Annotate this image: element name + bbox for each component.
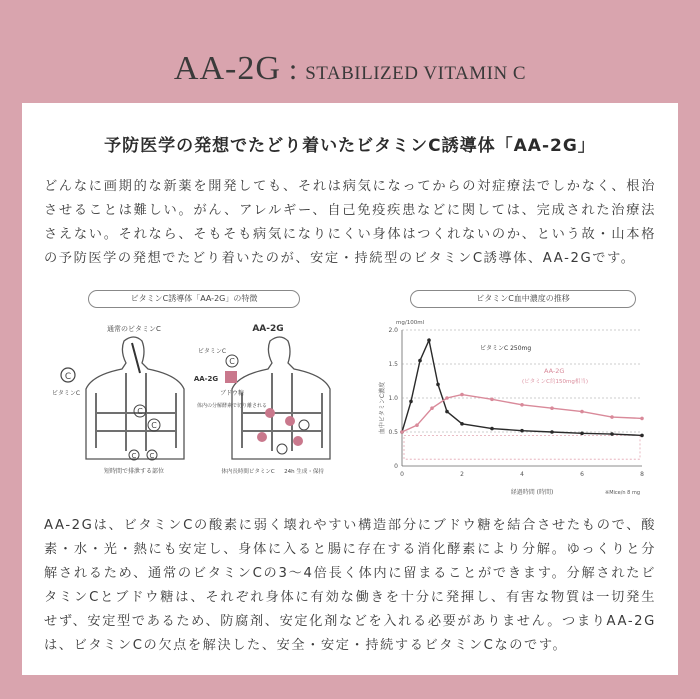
- right-side-label: ビタミンC: [197, 348, 227, 355]
- data-point: [610, 432, 614, 436]
- data-point: [580, 410, 584, 414]
- title-separator: :: [288, 53, 298, 86]
- data-point: [460, 393, 464, 397]
- right-glucose-label: ブドウ糖: [219, 390, 245, 397]
- y-tick-label: 2.0: [388, 327, 398, 334]
- data-point: [418, 359, 422, 363]
- card-heading: 予防医学の発想でたどり着いたビタミンC誘導体「AA-2G」: [104, 136, 596, 156]
- y-axis-label: 血中ビタミンC濃度: [379, 381, 386, 435]
- y-unit-label: mg/100ml: [396, 320, 425, 326]
- hatched-band: [404, 435, 640, 459]
- c-symbol: C: [137, 407, 143, 416]
- data-point: [436, 383, 440, 387]
- x-tick-label: 6: [580, 471, 584, 478]
- blood-concentration-chart: [362, 308, 662, 498]
- x-axis-label: 経過時間 (時間): [510, 489, 554, 496]
- diagram-right-title: AA-2G: [252, 324, 284, 334]
- annotation-aa2g-sub: (ビタミンC約150mg相当): [522, 379, 588, 385]
- intro-paragraph: どんなに画期的な新薬を開発しても、それは病気になってからの対症療法でしかなく、根治させることは難しい。がん、アレルギー、自己免疫疾患などに関しては、完成された治療法さえない。それなら、そもそも病気になりにくい身体はつくれないのか、という故・山本格の予防医学の発想でたどり着いたのが、安定・持続型のビタミンC誘導体、AA-2Gです。: [44, 179, 656, 266]
- series-line-aa-2g: [402, 395, 642, 432]
- data-point: [460, 422, 464, 426]
- data-point: [415, 423, 419, 427]
- left-bottom-label: 短時間で排泄する部位: [103, 468, 165, 475]
- chart-pill-label: ビタミンC血中濃度の推移: [410, 290, 636, 308]
- x-tick-label: 0: [400, 471, 404, 478]
- page-title: [0, 50, 700, 88]
- y-tick-label: 0: [394, 463, 398, 470]
- left-torso-figure: [86, 337, 184, 459]
- y-tick-label: 0.5: [388, 429, 398, 436]
- annotation-aa2g-name: AA-2G: [544, 367, 565, 375]
- diagram-pill-label: ビタミンC誘導体「AA-2G」の特徴: [88, 290, 300, 308]
- data-point: [409, 400, 413, 404]
- x-tick-label: 2: [460, 471, 464, 478]
- right-torso-figure: [232, 337, 330, 459]
- data-point: [520, 429, 524, 433]
- chart-note: ※Mice/n 8 mg: [605, 490, 640, 496]
- data-point: [400, 430, 404, 434]
- left-side-label: ビタミンC: [51, 390, 81, 397]
- series-line-vitamin-c: [402, 340, 642, 435]
- title-main: AA-2G: [173, 50, 281, 87]
- x-tick-label: 4: [520, 471, 524, 478]
- detail-paragraph: AA-2Gは、ビタミンCの酸素に弱く壊れやすい構造部分にブドウ糖を結合させたもので、酸素・水・光・熱にも安定し、身体に入ると腸に存在する消化酵素により分解。ゆっくりと分解されるため、通常のビタミンCの3～4倍長く体内に留まることができます。分解されたビタミンCとブドウ糖は、それぞれ身体に有効な働きを十分に発揮し、有害な物質は一切発生せず、安定型であるため、防腐剤、安定化剤などを入れる必要がありません。つまりAA-2Gは、ビタミンCの欠点を解決した、安全・安定・持続するビタミンCなのです。: [44, 518, 656, 653]
- data-point: [490, 427, 494, 431]
- c-symbol: C: [149, 452, 155, 460]
- c-symbol: C: [64, 372, 72, 382]
- chart-series: [400, 338, 644, 437]
- content-card: [22, 103, 678, 675]
- data-point: [640, 417, 644, 421]
- data-point: [550, 406, 554, 410]
- y-tick-label: 1.0: [388, 395, 398, 402]
- data-point: [427, 338, 431, 342]
- c-symbol: C: [229, 357, 235, 366]
- y-tick-label: 1.5: [388, 361, 398, 368]
- data-point: [550, 430, 554, 434]
- data-point: [445, 396, 449, 400]
- annotation-vitc: ビタミンC 250mg: [480, 345, 532, 352]
- title-sub: STABILIZED VITAMIN C: [305, 63, 527, 84]
- data-point: [445, 410, 449, 414]
- c-symbol: C: [151, 421, 157, 430]
- data-point: [430, 406, 434, 410]
- data-point: [610, 415, 614, 419]
- aa2g-feature-diagram: [36, 313, 336, 493]
- right-aa-label: AA-2G: [193, 375, 219, 383]
- data-point: [520, 403, 524, 407]
- right-bottom-left-label: 体内長時間ビタミンC: [221, 469, 275, 475]
- data-point: [580, 432, 584, 436]
- right-note-label: 体内の分解酵素で切り離される: [196, 403, 268, 409]
- c-symbol: C: [131, 452, 137, 460]
- diagram-left-label: 通常のビタミンC: [107, 325, 161, 333]
- left-vitc-symbol: [61, 368, 75, 382]
- data-point: [490, 398, 494, 402]
- right-bottom-right-label: 24h 生成・保持: [284, 469, 324, 475]
- x-tick-label: 8: [640, 471, 644, 478]
- data-point: [640, 434, 644, 438]
